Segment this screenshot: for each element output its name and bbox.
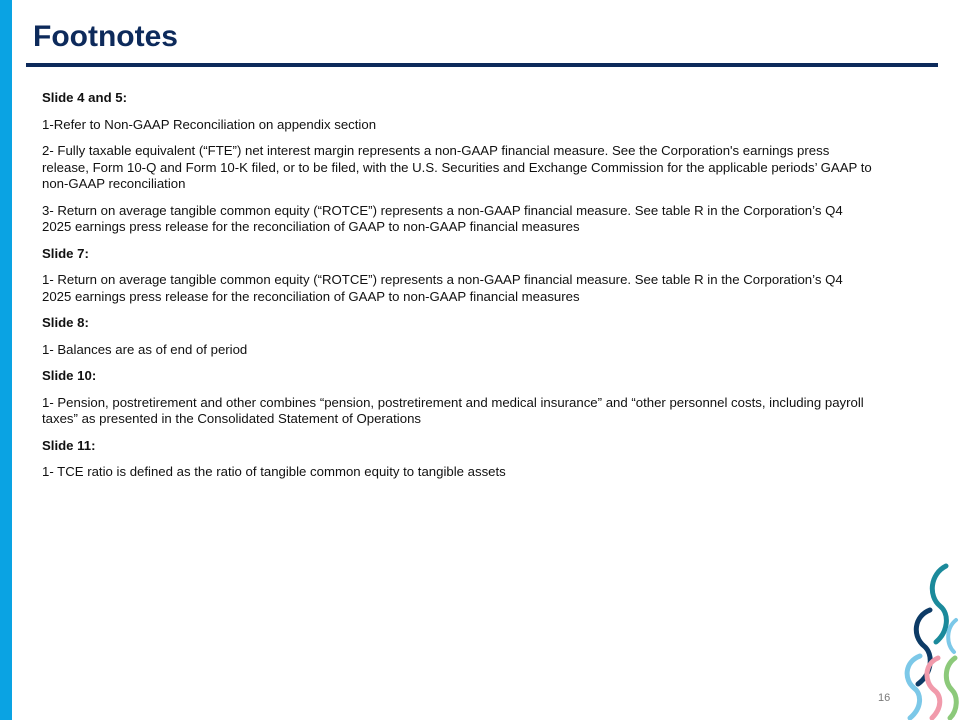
slide-heading: Slide 7:	[42, 245, 89, 261]
page-number: 16	[878, 692, 891, 704]
slide-heading: Slide 8:	[42, 315, 89, 330]
slide-heading: Slide 10:	[42, 368, 97, 383]
logo-stroke-lightblue-2	[948, 620, 956, 652]
footnote-text: 2- Fully taxable equivalent (“FTE”) net interest margin represents a non-GAAP financial measure. See the Corporation's earnings press release, Form 10-Q and Form 10-K filed, or to be filed, with the U.S. Securities and Exchange Commission for the applicable periods’ GAAP to non-GAAP reconciliation	[42, 143, 872, 191]
footnote-text: 3- Return on average tangible common equity (“ROTCE”) represents a non-GAAP financial measure. See table R in the Corporation’s Q4 2025 earnings press release for the reconciliation of GAAP to non-GAAP financial measures	[42, 202, 843, 234]
brand-logo	[900, 562, 960, 720]
footnote-text: 1-Refer to Non-GAAP Reconciliation on appendix section	[42, 116, 377, 132]
left-accent-bar	[0, 0, 12, 720]
footnotes-body	[42, 90, 872, 491]
slide-heading: Slide 4 and 5:	[42, 90, 128, 105]
footnote-text: 1- Pension, postretirement and other combines “pension, postretirement and medical insurance” and “other personnel costs, including payroll taxes” as presented in the Consolidated Statement of Operations	[42, 394, 864, 426]
footnote-text: 1- TCE ratio is defined as the ratio of tangible common equity to tangible assets	[42, 464, 506, 479]
footnote-text: 1- Balances are as of end of period	[42, 341, 248, 357]
footnote-text: 1- Return on average tangible common equity (“ROTCE”) represents a non-GAAP financial measure. See table R in the Corporation’s Q4 2025 earnings press release for the reconciliation of GAAP to non-GAAP financial measures	[42, 272, 843, 304]
logo-stroke-green	[946, 658, 956, 718]
slide-heading: Slide 11:	[42, 437, 96, 453]
logo-stroke-pink	[927, 658, 940, 718]
title-divider	[26, 63, 938, 67]
logo-stroke-lightblue	[907, 656, 920, 718]
logo-stroke-teal	[932, 566, 946, 642]
page-title: Footnotes	[33, 20, 178, 53]
